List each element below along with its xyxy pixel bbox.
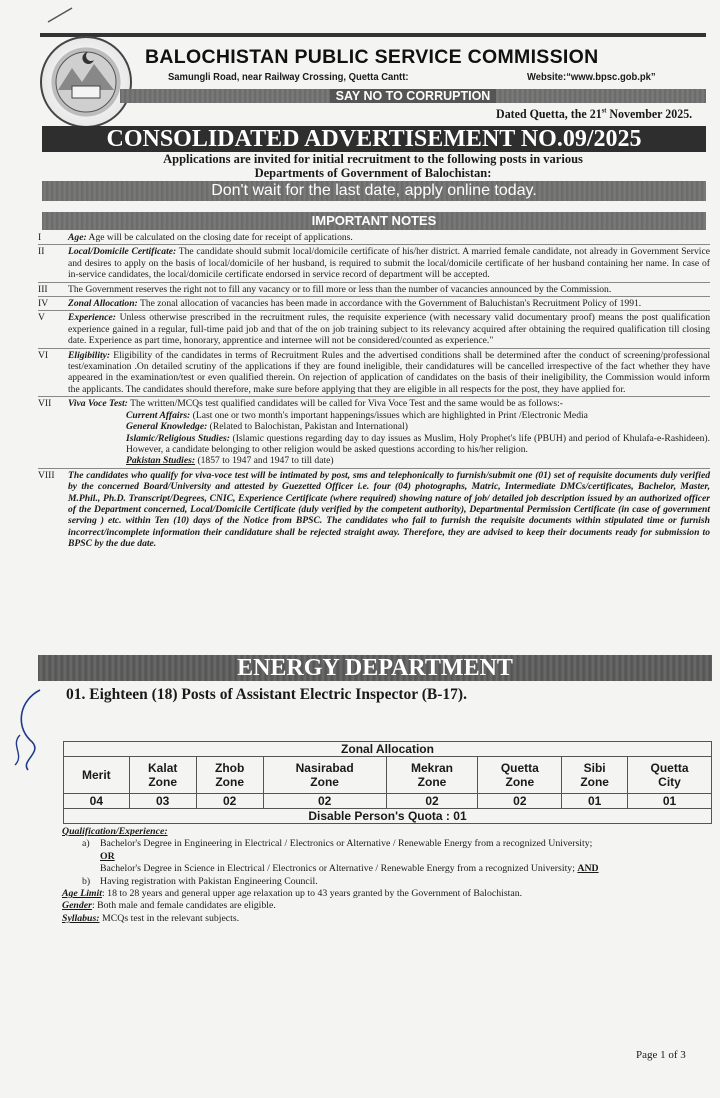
col-nasirabad: Nasirabad Zone <box>263 757 386 794</box>
note-item <box>38 246 710 282</box>
dated-suffix: November 2025. <box>606 106 692 121</box>
subject-label: Pakistan Studies: <box>126 455 196 467</box>
cell: 01 <box>562 794 628 809</box>
note-number: I <box>38 232 42 243</box>
subject-label: Current Affairs: <box>126 409 191 421</box>
table-header-row <box>64 757 712 794</box>
qualification-section <box>62 826 714 925</box>
subject-label: Islamic/Religious Studies: <box>126 432 230 444</box>
zonal-allocation-table <box>63 741 712 824</box>
note-item <box>38 298 710 311</box>
viva-subject <box>68 455 710 466</box>
important-notes-heading: IMPORTANT NOTES <box>42 212 706 230</box>
table-row <box>64 794 712 809</box>
age-limit: Age Limit: 18 to 28 years and general upper age relaxation up to 43 years granted by the Government of Balochistan. <box>62 888 523 900</box>
note-label: Age: <box>68 232 87 243</box>
cell: 02 <box>263 794 386 809</box>
note-label: Experience: <box>68 312 116 324</box>
note-text: Age will be calculated on the closing date for receipt of applications. <box>86 232 353 243</box>
qual-b: b) Having registration with Pakistan Engineering Council. <box>82 875 318 887</box>
advertisement-title: CONSOLIDATED ADVERTISEMENT NO.09/2025 <box>42 126 706 152</box>
note-text: The written/MCQs test qualified candidates will be called for Viva Voce Test and the same would be as follows:- <box>127 398 563 410</box>
note-item <box>38 398 710 468</box>
note-label: Zonal Allocation: <box>68 298 138 310</box>
dated-sup: st <box>601 106 607 115</box>
note-item <box>38 284 710 297</box>
subject-label: General Knowledge: <box>126 421 208 433</box>
note-text: The Government reserves the right not to fill any vacancy or to fill more or less than the number of vacancies announced by the Commission. <box>68 283 612 295</box>
note-text: The candidate should submit local/domicile certificate of his/her district. A married female candidate, not already in Government Service and desires to apply on the basis of local/domicile of her husband, is required to submit the local/domicile certificate of her husband containing her name. In case of in-service candidates, the local/domicile certificate endorsed in service record of department will be accepted. <box>68 246 710 281</box>
note-label: Eligibility: <box>68 349 111 361</box>
note-number: VII <box>38 398 52 410</box>
viva-subject <box>68 410 710 421</box>
address: Samungli Road, near Railway Crossing, Quetta Cantt: <box>168 71 409 83</box>
note-number: IV <box>38 298 49 310</box>
note-number: VIII <box>38 469 55 481</box>
note-text: Eligibility of the candidates in terms of Recruitment Rules and the advertised conditions shall be determined after the conduct of screening/professional test/examination .On detailed scrutiny of the applications if they are found ineligible, their candidatures will be cancelled irrespective of the fact whether they have appeared in the examination/test or even qualified therein. On rejection of application of candidates on the basis of their ineligibility, the Commission would inform the applicants. The candidates should therefore, make sure before applying that they are eligible in all respects for the post, they have applied for. <box>68 349 710 395</box>
note-text: Unless otherwise prescribed in the recruitment rules, the requisite experience (with necessary valid documentary proof) means the post qualification experience gained in a regular, full-time paid job and that of the on job training subject to its relevancy acquired after obtaining the required qualification till closing date. Experience as part time, honorary, apprentice and internee will not be considered/counted as experience." <box>68 312 710 347</box>
note-item <box>38 350 710 398</box>
bpsc-logo <box>40 36 132 128</box>
viva-subject <box>68 433 710 456</box>
note-item <box>38 312 710 348</box>
col-merit: Merit <box>64 757 130 794</box>
note-text: The zonal allocation of vacancies has been made in accordance with the Government of Baluchistan's Recruitment Policy of 1991. <box>137 298 642 310</box>
qual-a: a) Bachelor's Degree in Engineering in Electrical / Electronics or Alternative / Renewable Energy from a recognized University; <box>82 838 593 850</box>
syllabus: Syllabus: MCQs test in the relevant subjects. <box>62 912 240 924</box>
important-notes <box>38 232 710 552</box>
intro-line-2: Departments of Government of Balochistan: <box>254 165 492 180</box>
note-number: II <box>38 246 45 258</box>
note-number: VI <box>38 349 49 361</box>
cell: 04 <box>64 794 130 809</box>
dated-line <box>496 106 692 122</box>
col-zhob: Zhob Zone <box>196 757 263 794</box>
page-number: Page 1 of 3 <box>636 1049 686 1061</box>
col-quetta-city: Quetta City <box>628 757 712 794</box>
qualification-label: Qualification/Experience: <box>62 826 168 837</box>
col-mekran: Mekran Zone <box>386 757 478 794</box>
note-item <box>38 232 710 245</box>
gender: Gender: Both male and female candidates are eligible. <box>62 900 276 912</box>
department-heading: ENERGY DEPARTMENT <box>38 655 712 681</box>
subject-text: (Islamic questions regarding day to day issues as Muslim, Holy Prophet's life (PBUH) and period of Khulafa-e-Rashideen). However, a candidate belonging to other religion would be asked questions according to his/her religion. <box>126 432 710 455</box>
qual-or: OR <box>100 850 115 862</box>
quota-row: Disable Person's Quota : 01 <box>64 809 712 824</box>
cell: 02 <box>386 794 478 809</box>
note-label: Local/Domicile Certificate: <box>68 246 177 258</box>
website: Website:“www.bpsc.gob.pk” <box>527 71 656 83</box>
subject-text: (1857 to 1947 and 1947 to till date) <box>195 455 334 467</box>
table-title: Zonal Allocation <box>64 742 712 757</box>
top-rule <box>40 33 706 37</box>
col-sibi: Sibi Zone <box>562 757 628 794</box>
note-item <box>38 470 710 551</box>
col-kalat: Kalat Zone <box>129 757 196 794</box>
intro-line-1: Applications are invited for initial recruitment to the following posts in various <box>163 152 583 166</box>
intro-text <box>40 153 706 180</box>
note-text: The candidates who qualify for viva-voce test will be intimated by post, sms and telephonically to furnish/submit one (01) set of requisite documents duly verified by the concerned Board/University and attested by Guezetted Officer i.e. four (04) photographs, Matric, Intermediate DMCs/certificates, Bachelor, Master, M.Phil., Ph.D. Transcript/Degrees, CNIC, Experience Certificate (where required) showing nature of job/ detailed job description issued by an authorized officer of the Department concerned, Local/Domicile Certificate (duly verified by the competent authority), Departmental Permission Certificate (in case of government serving ) etc. within Ten (10) days of the Notice from BPSC. The candidates who fail to furnish the requisite documents within stipulated time or furnish incorrect/incomplete information their candidature shall be rejected straight away. Therefore, they are advised to keep their documents ready for submission to BPSC by the due date. <box>68 469 710 550</box>
apply-online-banner: Don't wait for the last date, apply online today. <box>42 181 706 201</box>
cell: 01 <box>628 794 712 809</box>
subject-text: (Last one or two month's important happenings/issues which are highlighted in Print /Electronic Media <box>190 409 588 421</box>
note-number: V <box>38 312 45 324</box>
note-label: Viva Voce Test: <box>68 398 128 410</box>
note-number: III <box>38 283 48 295</box>
subject-text: (Related to Balochistan, Pakistan and International) <box>207 421 408 433</box>
qual-a2: Bachelor's Degree in Science in Electrical / Electronics or Alternative / Renewable Energy from a recognized University; AND <box>100 863 599 875</box>
cell: 02 <box>196 794 263 809</box>
post-title: 01. Eighteen (18) Posts of Assistant Electric Inspector (B-17). <box>66 686 467 703</box>
dated-prefix: Dated Quetta, the 21 <box>495 106 602 121</box>
slogan-text: SAY NO TO CORRUPTION <box>330 89 497 103</box>
viva-subject <box>68 421 710 432</box>
slogan-banner <box>120 89 706 103</box>
cell: 02 <box>478 794 562 809</box>
col-quetta-zone: Quetta Zone <box>478 757 562 794</box>
org-title: BALOCHISTAN PUBLIC SERVICE COMMISSION <box>145 46 599 68</box>
cell: 03 <box>129 794 196 809</box>
